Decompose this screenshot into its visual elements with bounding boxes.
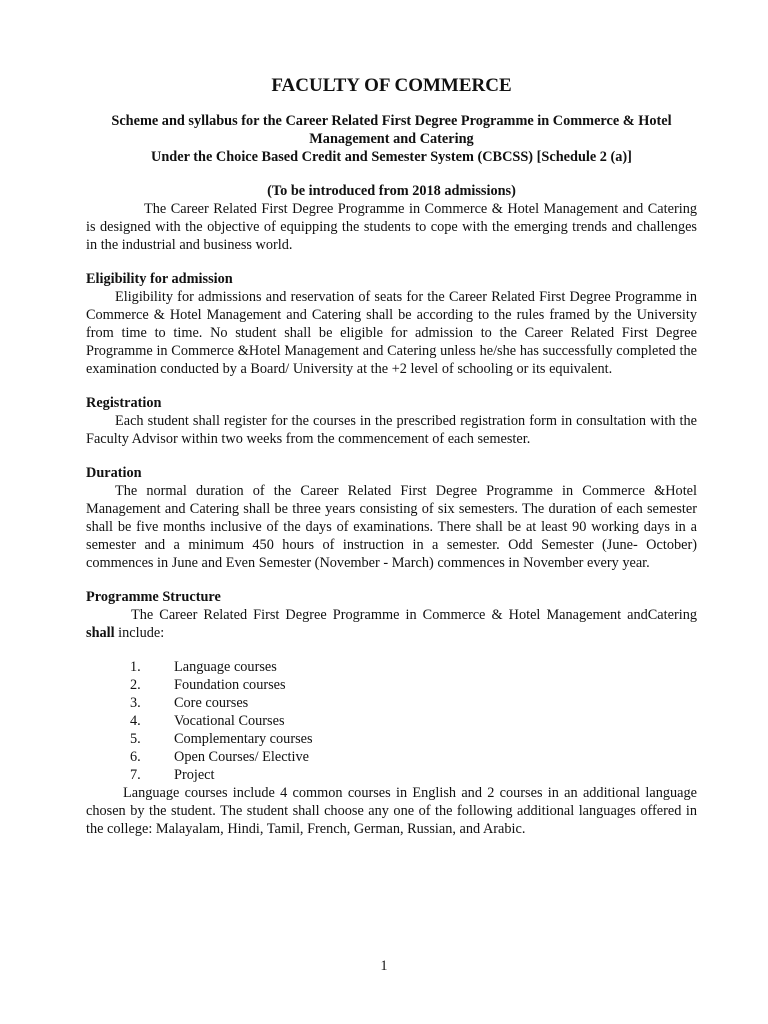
eligibility-section — [86, 270, 697, 378]
course-list — [86, 658, 697, 784]
intro-paragraph: The Career Related First Degree Programme in Commerce & Hotel Management and Catering is designed with the objective of equipping the students to cope with the emerging trends and challenges in the industrial and business world. — [86, 201, 697, 253]
programme-structure-section — [86, 588, 697, 784]
subtitle-line: Management and Catering — [309, 131, 474, 147]
list-item — [86, 658, 697, 676]
intro-text: include: — [114, 625, 165, 641]
duration-section — [86, 464, 697, 572]
list-label: Open Courses/ Elective — [174, 749, 309, 765]
list-label: Language courses — [174, 659, 277, 675]
subtitle-line: Under the Choice Based Credit and Semester System (CBCSS) [Schedule 2 (a)] — [151, 149, 632, 165]
list-item — [86, 694, 697, 712]
list-label: Project — [174, 767, 215, 783]
list-item — [86, 676, 697, 694]
list-number: 1. — [130, 659, 141, 675]
list-label: Foundation courses — [174, 677, 286, 693]
list-label: Complementary courses — [174, 731, 313, 747]
list-number: 2. — [130, 677, 141, 693]
section-text: Each student shall register for the courses in the prescribed registration form in consultation with the Faculty Advisor within two weeks from the commencement of each semester. — [86, 413, 697, 447]
list-label: Vocational Courses — [174, 713, 285, 729]
page-content — [86, 74, 697, 838]
registration-section — [86, 394, 697, 448]
intro-text: The Career Related First Degree Programme in Commerce & Hotel Management andCatering — [131, 607, 697, 623]
section-heading: Duration — [86, 465, 142, 481]
section-heading: Registration — [86, 395, 162, 411]
list-item — [86, 766, 697, 784]
section-heading: Eligibility for admission — [86, 271, 233, 287]
page-title: FACULTY OF COMMERCE — [271, 75, 512, 96]
section-text — [86, 606, 697, 642]
list-number: 3. — [130, 695, 141, 711]
list-number: 6. — [130, 749, 141, 765]
subtitle-line: Scheme and syllabus for the Career Related First Degree Programme in Commerce & Hotel — [111, 113, 672, 129]
list-item — [86, 712, 697, 730]
section-text: The normal duration of the Career Related First Degree Programme in Commerce &Hotel Management and Catering shall be three years consisting of six semesters. The duration of each semester shall be five months inclusive of the days of examinations. There shall be at least 90 working days in a semester and a minimum 450 hours of instruction in a semester. Odd Semester (June- October) commences in June and Even Semester (November - March) commences in November every year. — [86, 483, 697, 571]
list-number: 7. — [130, 767, 141, 783]
section-text: Eligibility for admissions and reservation of seats for the Career Related First Degree Programme in Commerce & Hotel Management and Catering shall be according to the rules framed by the University from time to time. No student shall be eligible for admission to the Career Related First Degree Programme in Commerce &Hotel Management and Catering unless he/she has successfully completed the examination conducted by a Board/ University at the +2 level of schooling or its equivalent. — [86, 289, 697, 377]
list-number: 5. — [130, 731, 141, 747]
list-label: Core courses — [174, 695, 249, 711]
section-heading: Programme Structure — [86, 589, 221, 605]
list-number: 4. — [130, 713, 141, 729]
list-item — [86, 748, 697, 766]
intro-bold-word: shall — [86, 625, 115, 641]
list-item — [86, 730, 697, 748]
introduced-note: (To be introduced from 2018 admissions) — [267, 183, 516, 199]
page-number: 1 — [380, 958, 388, 974]
language-paragraph: Language courses include 4 common courses in English and 2 courses in an additional language chosen by the student. The student shall choose any one of the following additional languages offered in the college: Malayalam, Hindi, Tamil, French, German, Russian, and Arabic. — [86, 785, 697, 837]
document-subtitle — [86, 112, 697, 166]
